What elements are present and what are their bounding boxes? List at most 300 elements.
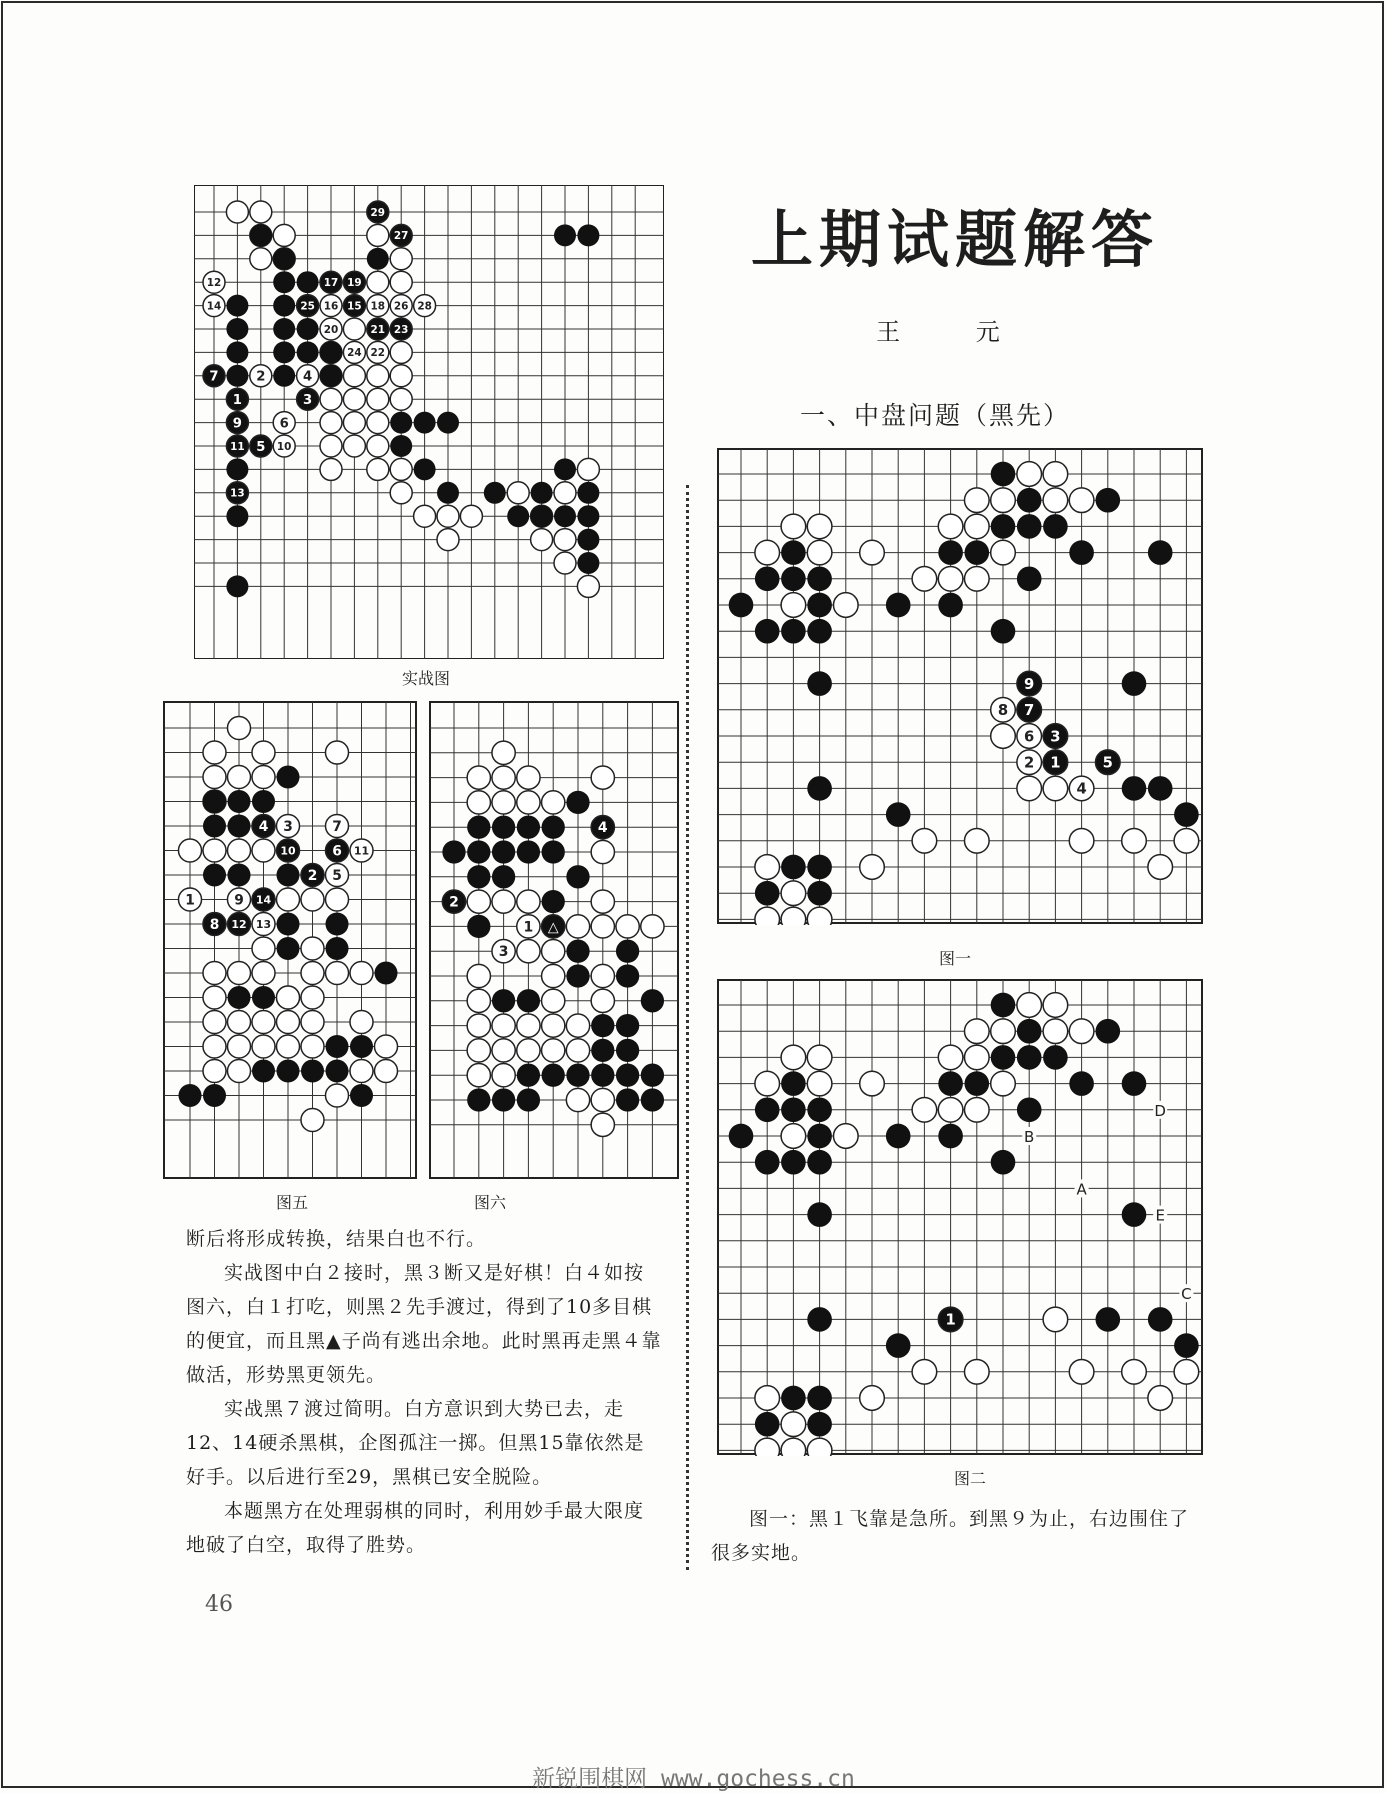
white-stone bbox=[912, 566, 937, 591]
black-stone bbox=[1043, 514, 1068, 539]
white-stone bbox=[320, 458, 342, 480]
move-number: 9 bbox=[1024, 675, 1035, 693]
white-stone bbox=[1017, 993, 1042, 1018]
black-stone bbox=[492, 865, 515, 888]
white-stone bbox=[577, 458, 599, 480]
left-paragraph-3: 实战黑７渡过简明。白方意识到大势已去，走12、14硬杀黑棋，企图孤注一掷。但黑15靠依然是好手。以后进行至29，黑棋已安全脱险。 bbox=[186, 1398, 645, 1488]
black-stone bbox=[781, 619, 806, 644]
black-stone bbox=[531, 505, 553, 527]
black-stone bbox=[1174, 802, 1199, 827]
white-stone bbox=[566, 1039, 589, 1062]
white-stone bbox=[542, 964, 565, 987]
black-stone bbox=[297, 318, 319, 340]
black-stone bbox=[616, 1064, 639, 1087]
black-stone bbox=[577, 505, 599, 527]
white-stone bbox=[343, 388, 365, 410]
black-stone bbox=[467, 865, 490, 888]
left-paragraph-4: 本题黑方在处理弱棋的同时，利用妙手最大限度地破了白空，取得了胜势。 bbox=[186, 1500, 645, 1556]
white-stone bbox=[991, 724, 1016, 749]
figure-2-diagram bbox=[716, 978, 1204, 1456]
black-stone bbox=[566, 964, 589, 987]
black-stone bbox=[938, 540, 963, 565]
white-stone bbox=[467, 964, 490, 987]
black-stone bbox=[991, 462, 1016, 487]
white-stone bbox=[367, 435, 389, 457]
black-stone bbox=[755, 1097, 780, 1122]
white-stone bbox=[807, 907, 832, 925]
white-stone bbox=[325, 741, 348, 764]
black-stone bbox=[991, 1045, 1016, 1070]
black-stone bbox=[517, 840, 540, 863]
white-stone bbox=[1043, 488, 1068, 513]
white-stone bbox=[203, 961, 226, 984]
white-stone bbox=[227, 716, 250, 739]
black-stone bbox=[641, 1088, 664, 1111]
white-stone bbox=[542, 791, 565, 814]
black-stone bbox=[1095, 1307, 1120, 1332]
black-stone bbox=[226, 365, 248, 387]
move-number: 5 bbox=[332, 867, 342, 884]
figure-6-board bbox=[428, 700, 680, 1180]
white-stone bbox=[554, 529, 576, 551]
white-stone bbox=[1174, 1359, 1199, 1384]
black-stone bbox=[517, 816, 540, 839]
white-stone bbox=[203, 839, 226, 862]
black-stone bbox=[203, 863, 226, 886]
white-stone bbox=[566, 1088, 589, 1111]
watermark: 新锐围棋网 www.gochess.cn bbox=[532, 1766, 855, 1792]
black-stone bbox=[492, 1088, 515, 1111]
black-stone bbox=[566, 1064, 589, 1087]
white-stone bbox=[1122, 828, 1147, 853]
black-stone bbox=[226, 341, 248, 363]
black-stone bbox=[320, 365, 342, 387]
white-stone bbox=[390, 388, 412, 410]
white-stone bbox=[252, 839, 275, 862]
white-stone bbox=[1174, 828, 1199, 853]
black-stone bbox=[325, 912, 348, 935]
black-stone bbox=[886, 802, 911, 827]
black-stone bbox=[252, 986, 275, 1009]
white-stone bbox=[492, 766, 515, 789]
figure-6-caption: 图六 bbox=[473, 1193, 506, 1212]
move-number: 1 bbox=[232, 392, 242, 408]
move-number: 17 bbox=[323, 276, 339, 289]
white-stone bbox=[227, 765, 250, 788]
white-stone bbox=[467, 890, 490, 913]
black-stone bbox=[991, 514, 1016, 539]
white-stone bbox=[755, 907, 780, 925]
black-stone bbox=[1122, 1071, 1147, 1096]
white-stone bbox=[178, 839, 201, 862]
white-stone bbox=[912, 828, 937, 853]
figure-1-caption: 图一 bbox=[938, 949, 971, 968]
move-number: 19 bbox=[347, 276, 362, 289]
white-stone bbox=[467, 1014, 490, 1037]
move-number: 20 bbox=[323, 323, 339, 336]
black-stone bbox=[886, 1333, 911, 1358]
white-stone bbox=[1148, 855, 1173, 880]
black-stone bbox=[250, 224, 272, 246]
move-number: 7 bbox=[209, 369, 219, 385]
white-stone bbox=[991, 488, 1016, 513]
move-number: 14 bbox=[255, 893, 272, 907]
black-stone bbox=[807, 1386, 832, 1411]
move-number: 11 bbox=[353, 844, 370, 858]
move-number: 14 bbox=[206, 300, 222, 313]
black-stone bbox=[554, 458, 576, 480]
black-stone bbox=[577, 224, 599, 246]
white-stone bbox=[367, 388, 389, 410]
black-stone bbox=[566, 865, 589, 888]
move-number: 6 bbox=[332, 843, 342, 860]
black-stone bbox=[226, 295, 248, 317]
white-stone bbox=[276, 1010, 299, 1033]
white-stone bbox=[203, 1010, 226, 1033]
black-stone bbox=[729, 1124, 754, 1149]
white-stone bbox=[964, 488, 989, 513]
black-stone bbox=[203, 790, 226, 813]
white-stone bbox=[991, 540, 1016, 565]
move-number: 13 bbox=[230, 487, 245, 500]
black-stone bbox=[781, 1386, 806, 1411]
move-number: △ bbox=[547, 919, 559, 936]
white-stone bbox=[390, 341, 412, 363]
black-stone bbox=[350, 1084, 373, 1107]
move-number: 2 bbox=[449, 894, 459, 911]
move-number: 4 bbox=[1076, 780, 1087, 798]
black-stone bbox=[566, 940, 589, 963]
black-stone bbox=[938, 1124, 963, 1149]
black-stone bbox=[991, 993, 1016, 1018]
black-stone bbox=[554, 505, 576, 527]
white-stone bbox=[1043, 993, 1068, 1018]
white-stone bbox=[203, 765, 226, 788]
white-stone bbox=[517, 766, 540, 789]
white-stone bbox=[252, 1035, 275, 1058]
move-number: 4 bbox=[258, 818, 269, 835]
white-stone bbox=[252, 937, 275, 960]
black-stone bbox=[616, 940, 639, 963]
move-number: 9 bbox=[234, 892, 244, 909]
black-stone bbox=[1122, 1202, 1147, 1227]
white-stone bbox=[1148, 1386, 1173, 1411]
white-stone bbox=[1069, 1019, 1094, 1044]
black-stone bbox=[1122, 776, 1147, 801]
black-stone bbox=[807, 1412, 832, 1437]
white-stone bbox=[781, 593, 806, 618]
black-stone bbox=[226, 575, 248, 597]
black-stone bbox=[374, 961, 397, 984]
white-stone bbox=[938, 1097, 963, 1122]
white-stone bbox=[301, 1108, 324, 1131]
black-stone bbox=[616, 1039, 639, 1062]
black-stone bbox=[467, 1088, 490, 1111]
black-stone bbox=[1069, 540, 1094, 565]
white-stone bbox=[938, 566, 963, 591]
black-stone bbox=[591, 1014, 614, 1037]
white-stone bbox=[301, 1010, 324, 1033]
black-stone bbox=[325, 1059, 348, 1082]
white-stone bbox=[301, 888, 324, 911]
white-stone bbox=[203, 1035, 226, 1058]
white-stone bbox=[273, 224, 295, 246]
white-stone bbox=[460, 505, 482, 527]
black-stone bbox=[227, 790, 250, 813]
white-stone bbox=[1122, 1359, 1147, 1384]
point-marker-label: C bbox=[1181, 1285, 1192, 1304]
move-number: 26 bbox=[393, 300, 409, 313]
white-stone bbox=[591, 1088, 614, 1111]
black-stone bbox=[807, 1124, 832, 1149]
white-stone bbox=[781, 907, 806, 925]
black-stone bbox=[325, 1035, 348, 1058]
white-stone bbox=[492, 1039, 515, 1062]
white-stone bbox=[860, 540, 885, 565]
white-stone bbox=[227, 1059, 250, 1082]
move-number: 8 bbox=[209, 916, 220, 933]
white-stone bbox=[343, 365, 365, 387]
white-stone bbox=[276, 986, 299, 1009]
move-number: 12 bbox=[206, 276, 222, 289]
white-stone bbox=[343, 318, 365, 340]
white-stone bbox=[591, 840, 614, 863]
white-stone bbox=[367, 458, 389, 480]
white-stone bbox=[755, 1071, 780, 1096]
point-marker-label: D bbox=[1154, 1101, 1166, 1120]
black-stone bbox=[1122, 671, 1147, 696]
white-stone bbox=[566, 1014, 589, 1037]
white-stone bbox=[1069, 828, 1094, 853]
white-stone bbox=[437, 529, 459, 551]
black-stone bbox=[964, 540, 989, 565]
black-stone bbox=[1017, 488, 1042, 513]
white-stone bbox=[227, 839, 250, 862]
black-stone bbox=[1148, 540, 1173, 565]
white-stone bbox=[492, 890, 515, 913]
black-stone bbox=[350, 1035, 373, 1058]
white-stone bbox=[1043, 776, 1068, 801]
white-stone bbox=[1069, 488, 1094, 513]
black-stone bbox=[554, 224, 576, 246]
black-stone bbox=[390, 435, 412, 457]
black-stone bbox=[807, 671, 832, 696]
black-stone bbox=[641, 1064, 664, 1087]
move-number: 7 bbox=[1024, 702, 1035, 720]
white-stone bbox=[350, 1059, 373, 1082]
move-number: 7 bbox=[332, 818, 342, 835]
black-stone bbox=[517, 1064, 540, 1087]
black-stone bbox=[517, 1088, 540, 1111]
white-stone bbox=[542, 1014, 565, 1037]
black-stone bbox=[781, 566, 806, 591]
black-stone bbox=[591, 1039, 614, 1062]
black-stone bbox=[577, 552, 599, 574]
white-stone bbox=[390, 482, 412, 504]
black-stone bbox=[542, 890, 565, 913]
black-stone bbox=[542, 840, 565, 863]
white-stone bbox=[492, 1014, 515, 1037]
black-stone bbox=[1043, 1045, 1068, 1070]
black-stone bbox=[276, 863, 299, 886]
white-stone bbox=[964, 1045, 989, 1070]
black-stone bbox=[414, 412, 436, 434]
white-stone bbox=[367, 224, 389, 246]
right-column-text bbox=[711, 1502, 1191, 1570]
white-stone bbox=[938, 514, 963, 539]
black-stone bbox=[591, 1064, 614, 1087]
white-stone bbox=[414, 505, 436, 527]
black-stone bbox=[807, 566, 832, 591]
figure-5-diagram bbox=[162, 700, 418, 1180]
white-stone bbox=[591, 890, 614, 913]
white-stone bbox=[554, 552, 576, 574]
move-number: 9 bbox=[232, 416, 242, 432]
white-stone bbox=[566, 915, 589, 938]
figure-1-diagram bbox=[716, 447, 1204, 925]
black-stone bbox=[227, 986, 250, 1009]
black-stone bbox=[203, 1084, 226, 1107]
white-stone bbox=[517, 791, 540, 814]
black-stone bbox=[273, 341, 295, 363]
white-stone bbox=[301, 1035, 324, 1058]
white-stone bbox=[964, 828, 989, 853]
white-stone bbox=[912, 1359, 937, 1384]
black-stone bbox=[273, 248, 295, 270]
move-number: 2 bbox=[256, 369, 266, 385]
black-stone bbox=[781, 1150, 806, 1175]
white-stone bbox=[781, 1438, 806, 1456]
black-stone bbox=[178, 1084, 201, 1107]
actual-game-caption: 实战图 bbox=[401, 669, 450, 688]
actual-game-diagram bbox=[194, 185, 664, 659]
move-number: 1 bbox=[945, 1311, 956, 1329]
right-paragraph-1: 图一：黑１飞靠是急所。到黑９为止，右边围住了很多实地。 bbox=[711, 1508, 1190, 1564]
move-number: 6 bbox=[1024, 728, 1035, 746]
move-number: 10 bbox=[280, 844, 296, 858]
move-number: 21 bbox=[370, 323, 386, 336]
black-stone bbox=[755, 1412, 780, 1437]
white-stone bbox=[833, 1124, 858, 1149]
point-marker-label: E bbox=[1155, 1206, 1165, 1225]
move-number: 11 bbox=[230, 440, 245, 453]
white-stone bbox=[467, 989, 490, 1012]
white-stone bbox=[390, 248, 412, 270]
black-stone bbox=[641, 989, 664, 1012]
white-stone bbox=[964, 1097, 989, 1122]
black-stone bbox=[807, 1307, 832, 1332]
black-stone bbox=[276, 912, 299, 935]
white-stone bbox=[755, 540, 780, 565]
black-stone bbox=[781, 1071, 806, 1096]
move-number: 3 bbox=[1050, 728, 1061, 746]
white-stone bbox=[325, 888, 348, 911]
white-stone bbox=[517, 940, 540, 963]
move-number: 2 bbox=[307, 867, 318, 884]
black-stone bbox=[484, 482, 506, 504]
move-number: 4 bbox=[303, 369, 313, 385]
black-stone bbox=[616, 1014, 639, 1037]
move-number: 13 bbox=[255, 917, 272, 931]
black-stone bbox=[616, 964, 639, 987]
white-stone bbox=[252, 1010, 275, 1033]
black-stone bbox=[252, 1059, 275, 1082]
black-stone bbox=[273, 271, 295, 293]
move-number: 1 bbox=[523, 919, 534, 936]
white-stone bbox=[807, 1045, 832, 1070]
black-stone bbox=[1148, 1307, 1173, 1332]
point-marker-label: B bbox=[1024, 1128, 1035, 1146]
white-stone bbox=[991, 1019, 1016, 1044]
white-stone bbox=[276, 1035, 299, 1058]
black-stone bbox=[755, 619, 780, 644]
move-number: 28 bbox=[417, 300, 432, 313]
white-stone bbox=[203, 986, 226, 1009]
page-number: 46 bbox=[205, 1592, 233, 1617]
white-stone bbox=[517, 1014, 540, 1037]
section-heading: 一、中盘问题（黑先） bbox=[800, 401, 1071, 430]
move-number: 29 bbox=[370, 206, 386, 219]
white-stone bbox=[320, 435, 342, 457]
figure-1-board bbox=[716, 447, 1204, 925]
white-stone bbox=[227, 1035, 250, 1058]
move-number: 5 bbox=[256, 439, 266, 455]
white-stone bbox=[343, 412, 365, 434]
white-stone bbox=[252, 765, 275, 788]
black-stone bbox=[252, 790, 275, 813]
actual-game-board bbox=[194, 185, 664, 659]
black-stone bbox=[938, 593, 963, 618]
white-stone bbox=[367, 271, 389, 293]
white-stone bbox=[301, 961, 324, 984]
white-stone bbox=[367, 412, 389, 434]
move-number: 4 bbox=[597, 820, 608, 837]
black-stone bbox=[301, 1059, 324, 1082]
white-stone bbox=[1043, 1019, 1068, 1044]
white-stone bbox=[531, 529, 553, 551]
black-stone bbox=[492, 816, 515, 839]
black-stone bbox=[1017, 514, 1042, 539]
black-stone bbox=[226, 318, 248, 340]
move-number: 2 bbox=[1024, 754, 1035, 772]
white-stone bbox=[350, 961, 373, 984]
white-stone bbox=[554, 482, 576, 504]
move-number: 3 bbox=[303, 392, 313, 408]
black-stone bbox=[227, 814, 250, 837]
white-stone bbox=[227, 961, 250, 984]
black-stone bbox=[1095, 1019, 1120, 1044]
black-stone bbox=[781, 1097, 806, 1122]
white-stone bbox=[517, 1039, 540, 1062]
column-divider bbox=[686, 485, 689, 1570]
black-stone bbox=[964, 1071, 989, 1096]
white-stone bbox=[517, 890, 540, 913]
white-stone bbox=[542, 940, 565, 963]
white-stone bbox=[301, 986, 324, 1009]
white-stone bbox=[350, 1010, 373, 1033]
white-stone bbox=[492, 1064, 515, 1087]
white-stone bbox=[781, 1045, 806, 1070]
black-stone bbox=[531, 482, 553, 504]
white-stone bbox=[860, 1071, 885, 1096]
black-stone bbox=[755, 1150, 780, 1175]
white-stone bbox=[1017, 462, 1042, 487]
move-number: 1 bbox=[185, 892, 195, 909]
black-stone bbox=[273, 295, 295, 317]
white-stone bbox=[437, 505, 459, 527]
white-stone bbox=[1069, 1359, 1094, 1384]
white-stone bbox=[542, 989, 565, 1012]
